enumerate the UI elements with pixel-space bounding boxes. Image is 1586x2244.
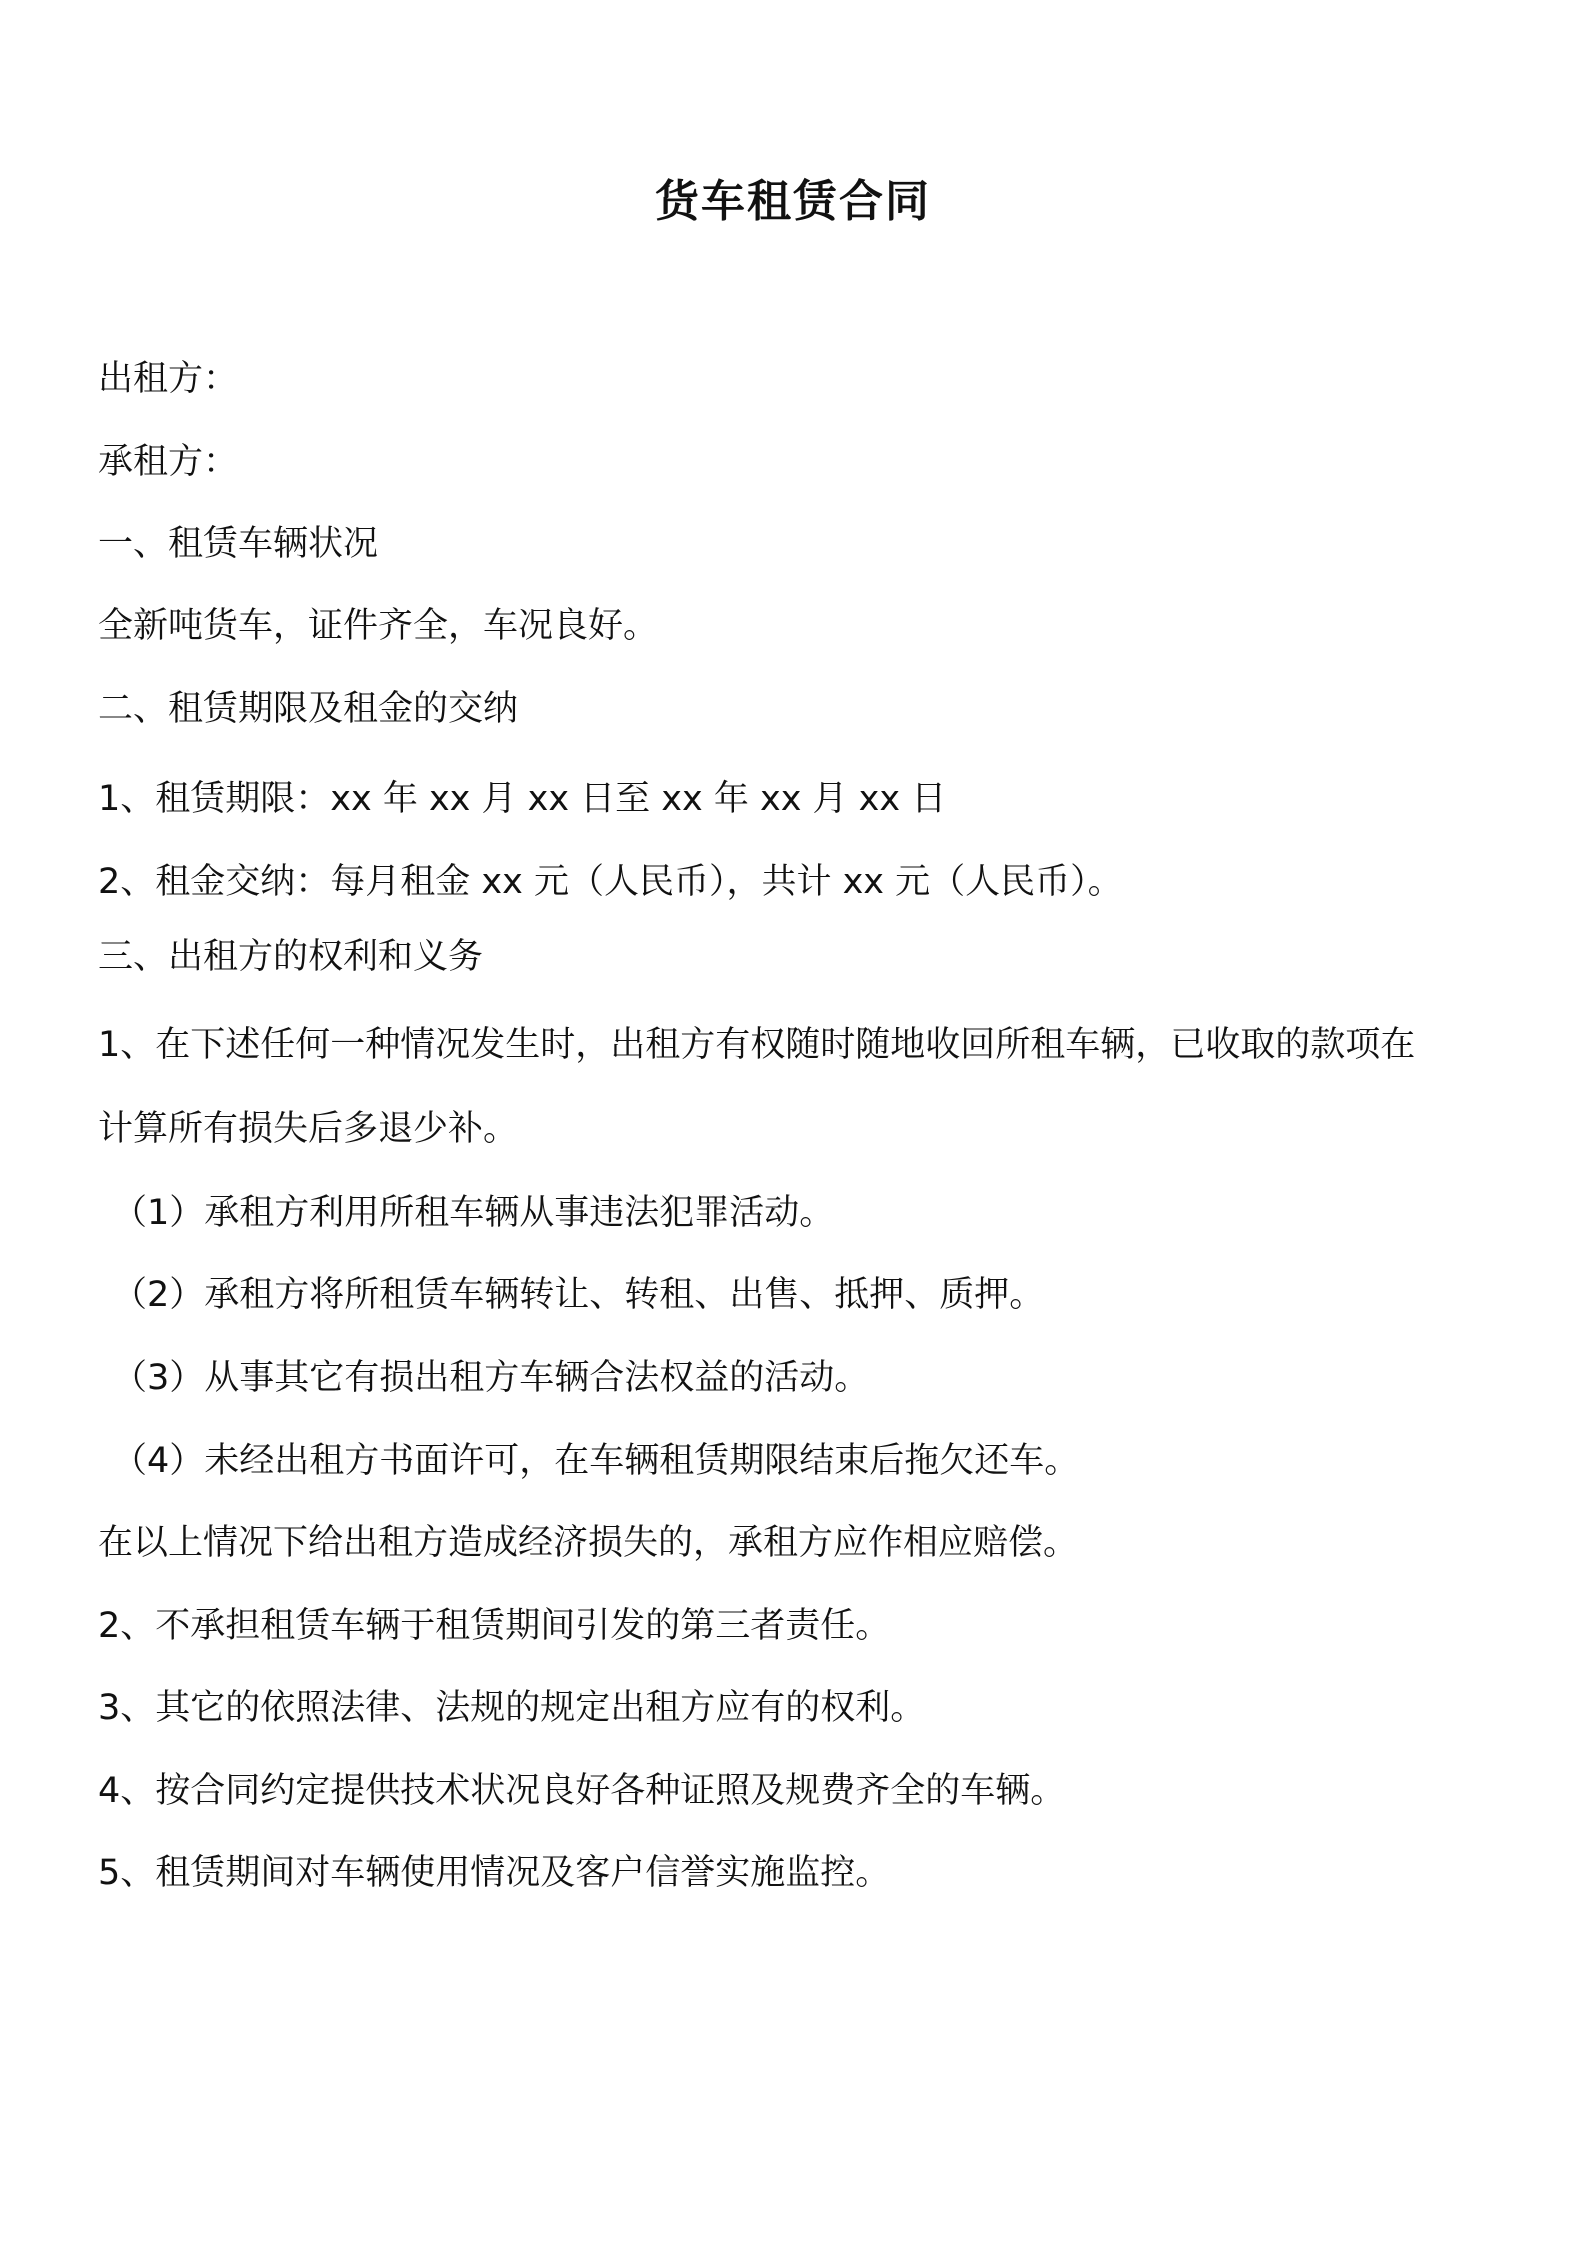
- rent-payment: 2、租金交纳：每月租金 xx 元（人民币），共计 xx 元（人民币）。: [98, 862, 1123, 902]
- sub-item-1: （1）承租方利用所租车辆从事违法犯罪活动。: [112, 1193, 835, 1233]
- clause-3-2: 2、不承担租赁车辆于租赁期间引发的第三者责任。: [98, 1606, 891, 1646]
- clause-3-1: 1、在下述任何一种情况发生时，出租方有权随时随地收回所租车辆，已收取的款项在: [98, 1025, 1416, 1065]
- sub-item-4: （4）未经出租方书面许可，在车辆租赁期限结束后拖欠还车。: [112, 1441, 1080, 1481]
- document-title: 货车租赁合同: [655, 176, 931, 227]
- lessor-line: 出租方：: [98, 359, 239, 399]
- clause-3-4: 4、按合同约定提供技术状况良好各种证照及规费齐全的车辆。: [98, 1771, 1066, 1811]
- lease-term: 1、租赁期限：xx 年 xx 月 xx 日至 xx 年 xx 月 xx 日: [98, 779, 947, 819]
- clause-3-1-continued: 计算所有损失后多退少补。: [98, 1109, 519, 1149]
- compensation-clause: 在以上情况下给出租方造成经济损失的，承租方应作相应赔偿。: [98, 1523, 1079, 1563]
- section-heading-1: 一、租赁车辆状况: [98, 524, 379, 564]
- sub-item-2: （2）承租方将所租赁车辆转让、转租、出售、抵押、质押。: [112, 1275, 1045, 1315]
- section-heading-2: 二、租赁期限及租金的交纳: [98, 689, 519, 729]
- clause-3-5: 5、租赁期间对车辆使用情况及客户信誉实施监控。: [98, 1853, 891, 1893]
- lessee-line: 承租方：: [98, 442, 239, 482]
- vehicle-condition: 全新吨货车，证件齐全，车况良好。: [98, 606, 659, 646]
- section-heading-3: 三、出租方的权利和义务: [98, 937, 484, 977]
- clause-3-3: 3、其它的依照法律、法规的规定出租方应有的权利。: [98, 1688, 926, 1728]
- sub-item-3: （3）从事其它有损出租方车辆合法权益的活动。: [112, 1358, 870, 1398]
